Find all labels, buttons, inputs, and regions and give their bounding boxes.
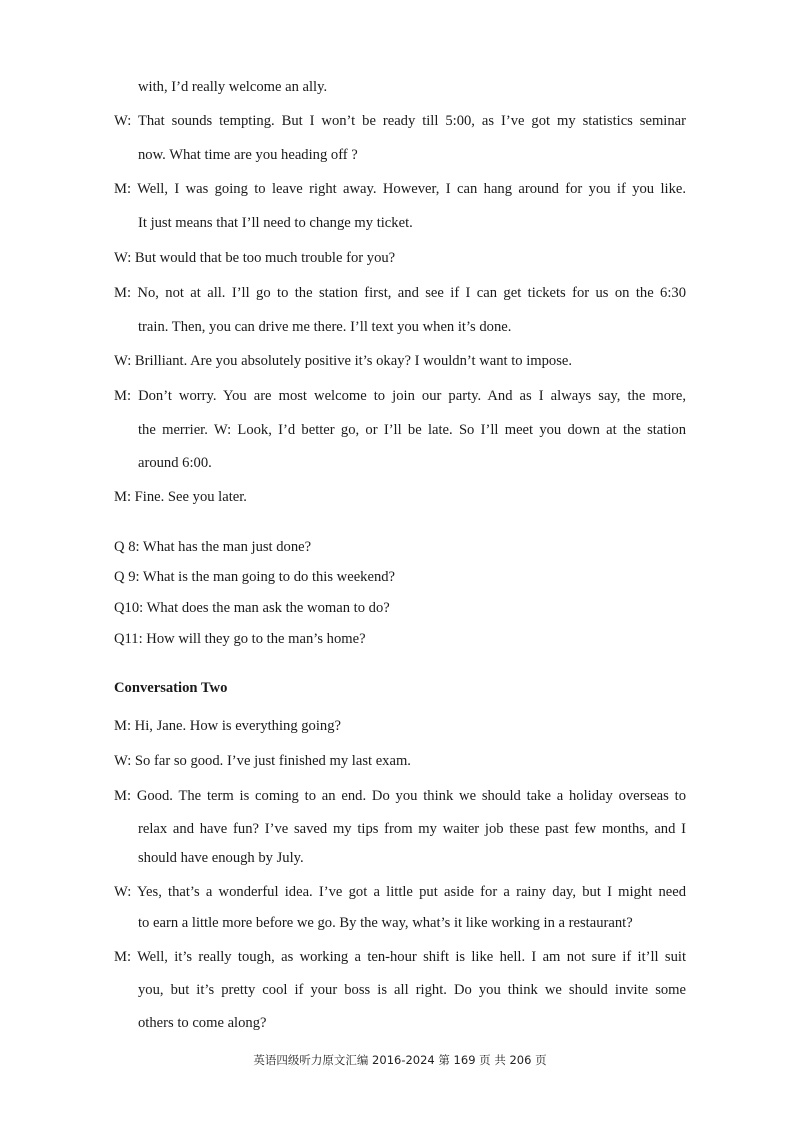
text-line: M: Well, it’s really tough, as working a ten-hour shift is like hell. I am not sure if it’ll suit <box>114 949 686 965</box>
text-line: M: No, not at all. I’ll go to the station first, and see if I can get tickets for us on the 6:30 <box>114 285 686 301</box>
question-line: Q 8: What has the man just done? <box>114 539 312 555</box>
text-line: It just means that I’ll need to change my ticket. <box>138 215 413 231</box>
text-line: M: Well, I was going to leave right away. However, I can hang around for you if you like. <box>114 181 686 197</box>
text-line: W: Yes, that’s a wonderful idea. I’ve got a little put aside for a rainy day, but I might need <box>114 884 686 900</box>
text-line: you, but it’s pretty cool if your boss is all right. Do you think we should invite some <box>138 982 686 998</box>
text-line: with, I’d really welcome an ally. <box>138 79 328 95</box>
text-line: should have enough by July. <box>138 850 304 866</box>
question-line: Q10: What does the man ask the woman to do? <box>114 600 390 616</box>
text-line: others to come along? <box>138 1015 267 1031</box>
text-line: around 6:00. <box>138 455 212 471</box>
section-heading: Conversation Two <box>114 680 228 696</box>
question-line: Q 9: What is the man going to do this weekend? <box>114 569 396 585</box>
text-line: M: Hi, Jane. How is everything going? <box>114 718 341 734</box>
text-line: M: Good. The term is coming to an end. Do you think we should take a holiday overseas to <box>114 788 686 804</box>
text-line: W: That sounds tempting. But I won’t be ready till 5:00, as I’ve got my statistics seminar <box>114 113 686 129</box>
text-line: train. Then, you can drive me there. I’ll text you when it’s done. <box>138 319 512 335</box>
page-footer: 英语四级听力原文汇编 2016-2024 第 169 页 共 206 页 <box>253 1053 547 1067</box>
text-line: relax and have fun? I’ve saved my tips from my waiter job these past few months, and I <box>138 821 686 837</box>
question-line: Q11: How will they go to the man’s home? <box>114 631 366 647</box>
text-line: W: But would that be too much trouble for you? <box>114 250 396 266</box>
text-line: to earn a little more before we go. By the way, what’s it like working in a restaurant? <box>138 915 633 931</box>
text-line: W: So far so good. I’ve just finished my last exam. <box>114 753 411 769</box>
text-line: M: Fine. See you later. <box>114 489 247 505</box>
text-line: now. What time are you heading off ? <box>138 147 358 163</box>
text-line: the merrier. W: Look, I’d better go, or I’ll be late. So I’ll meet you down at the station <box>138 422 686 438</box>
text-line: M: Don’t worry. You are most welcome to join our party. And as I always say, the more, <box>114 388 686 404</box>
text-line: W: Brilliant. Are you absolutely positive it’s okay? I wouldn’t want to impose. <box>114 353 573 369</box>
